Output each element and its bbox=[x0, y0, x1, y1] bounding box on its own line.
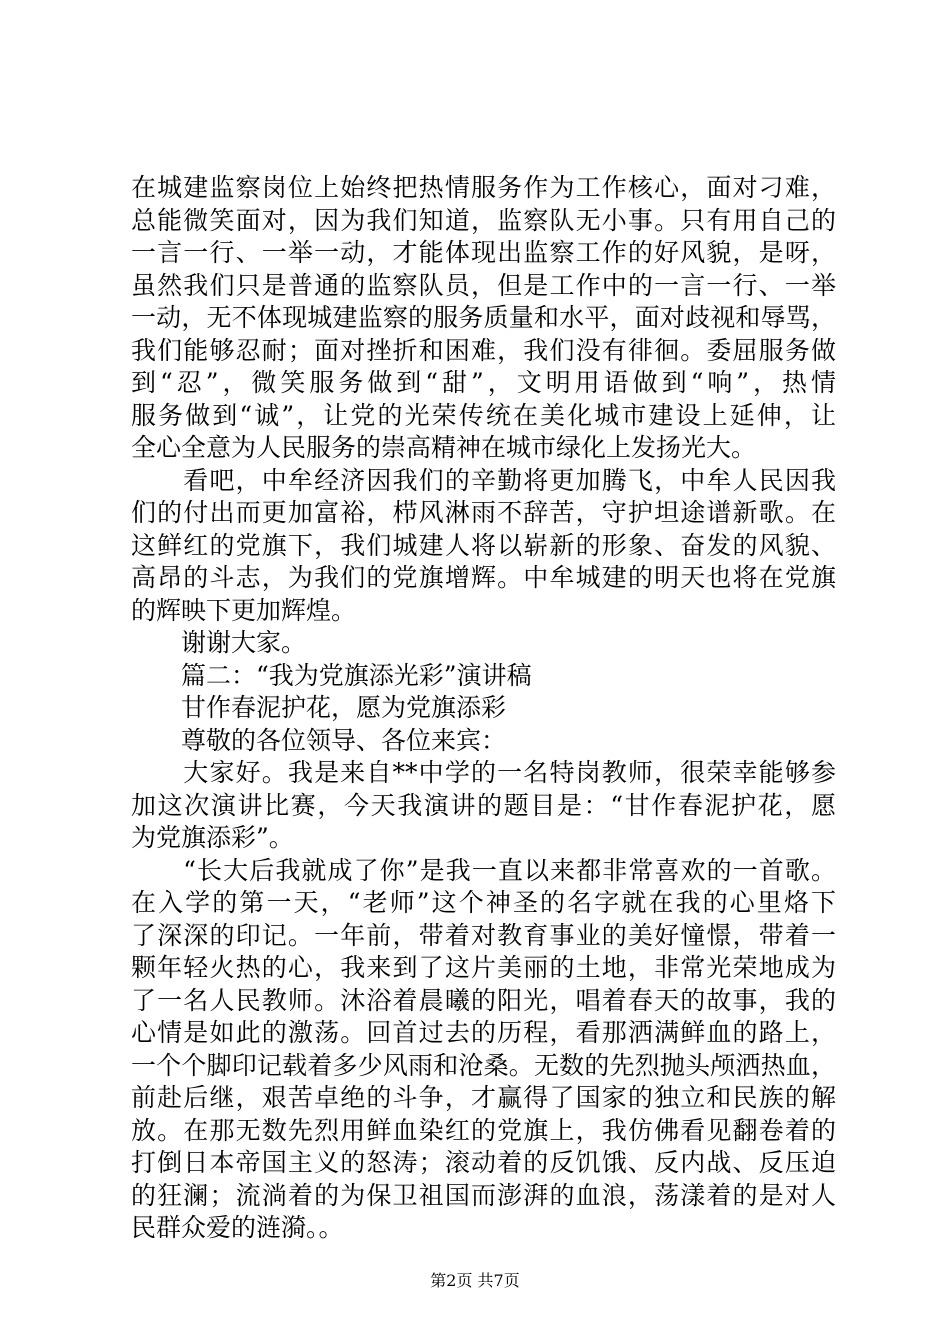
text-line: 为党旗添彩”。 bbox=[131, 823, 294, 852]
text-line: 谢谢大家。 bbox=[131, 628, 307, 657]
text-line: 了深深的印记。一年前，带着对教育事业的美好憧憬，带着一 bbox=[131, 920, 836, 950]
text-line: 全心全意为人民服务的崇高精神在城市绿化上发扬光大。 bbox=[131, 433, 757, 462]
text-line: 打倒日本帝国主义的怒涛；滚动着的反饥饿、反内战、反压迫 bbox=[131, 1148, 836, 1177]
text-line: 看吧，中牟经济因我们的辛勤将更加腾飞，中牟人民因我 bbox=[131, 465, 836, 495]
text-line: 一动，无不体现城建监察的服务质量和水平，面对歧视和辱骂， bbox=[131, 303, 836, 332]
speech-title: 甘作春泥护花，愿为党旗添彩 bbox=[131, 693, 507, 722]
page-footer: 第2页 共7页 bbox=[430, 1271, 520, 1290]
text-line: 加这次演讲比赛，今天我演讲的题目是：“甘作春泥护花，愿 bbox=[131, 790, 836, 820]
document-body bbox=[131, 172, 836, 1245]
text-line: 的辉映下更加辉煌。 bbox=[131, 595, 357, 625]
text-line: 心情是如此的激荡。回首过去的历程，看那洒满鲜血的路上， bbox=[131, 1018, 836, 1047]
text-line: 们的付出而更加富裕，栉风淋雨不辞苦，守护坦途谱新歌。在 bbox=[131, 498, 836, 527]
section-heading: 篇二：“我为党旗添光彩”演讲稿 bbox=[131, 660, 532, 690]
text-line: 的狂澜；流淌着的为保卫祖国而澎湃的血浪，荡漾着的是对人 bbox=[131, 1180, 836, 1210]
text-line: 这鲜红的党旗下，我们城建人将以崭新的形象、奋发的风貌、 bbox=[131, 530, 836, 560]
text-line: 大家好。我是来自**中学的一名特岗教师，很荣幸能够参 bbox=[131, 758, 836, 787]
text-line: 在入学的第一天，“老师”这个神圣的名字就在我的心里烙下 bbox=[131, 888, 836, 917]
text-line: 放。在那无数先烈用鲜血染红的党旗上，我仿佛看见翻卷着的 bbox=[131, 1115, 836, 1145]
text-line: 到“忍”，微笑服务做到“甜”，文明用语做到“响”，热情 bbox=[131, 368, 836, 397]
text-line: “长大后我就成了你”是我一直以来都非常喜欢的一首歌。 bbox=[131, 855, 836, 885]
text-line: 一言一行、一举一动，才能体现出监察工作的好风貌，是呀， bbox=[131, 238, 836, 267]
salutation: 尊敬的各位领导、各位来宾： bbox=[131, 725, 507, 755]
text-line: 民群众爱的涟漪。。 bbox=[131, 1213, 344, 1242]
text-line: 总能微笑面对，因为我们知道，监察队无小事。只有用自己的 bbox=[131, 205, 836, 235]
text-line: 颗年轻火热的心，我来到了这片美丽的土地，非常光荣地成为 bbox=[131, 953, 836, 982]
text-line: 服务做到“诚”，让党的光荣传统在美化城市建设上延伸，让 bbox=[131, 400, 836, 430]
text-line: 前赴后继，艰苦卓绝的斗争，才赢得了国家的独立和民族的解 bbox=[131, 1083, 836, 1112]
text-line: 高昂的斗志，为我们的党旗增辉。中牟城建的明天也将在党旗 bbox=[131, 563, 836, 592]
text-line: 一个个脚印记载着多少风雨和沧桑。无数的先烈抛头颅洒热血， bbox=[131, 1050, 836, 1080]
text-line: 我们能够忍耐；面对挫折和困难，我们没有徘徊。委屈服务做 bbox=[131, 335, 836, 365]
text-line: 在城建监察岗位上始终把热情服务作为工作核心，面对刁难， bbox=[131, 173, 836, 202]
text-line: 了一名人民教师。沐浴着晨曦的阳光，唱着春天的故事，我的 bbox=[131, 985, 836, 1015]
text-line: 虽然我们只是普通的监察队员，但是工作中的一言一行、一举 bbox=[131, 270, 836, 300]
